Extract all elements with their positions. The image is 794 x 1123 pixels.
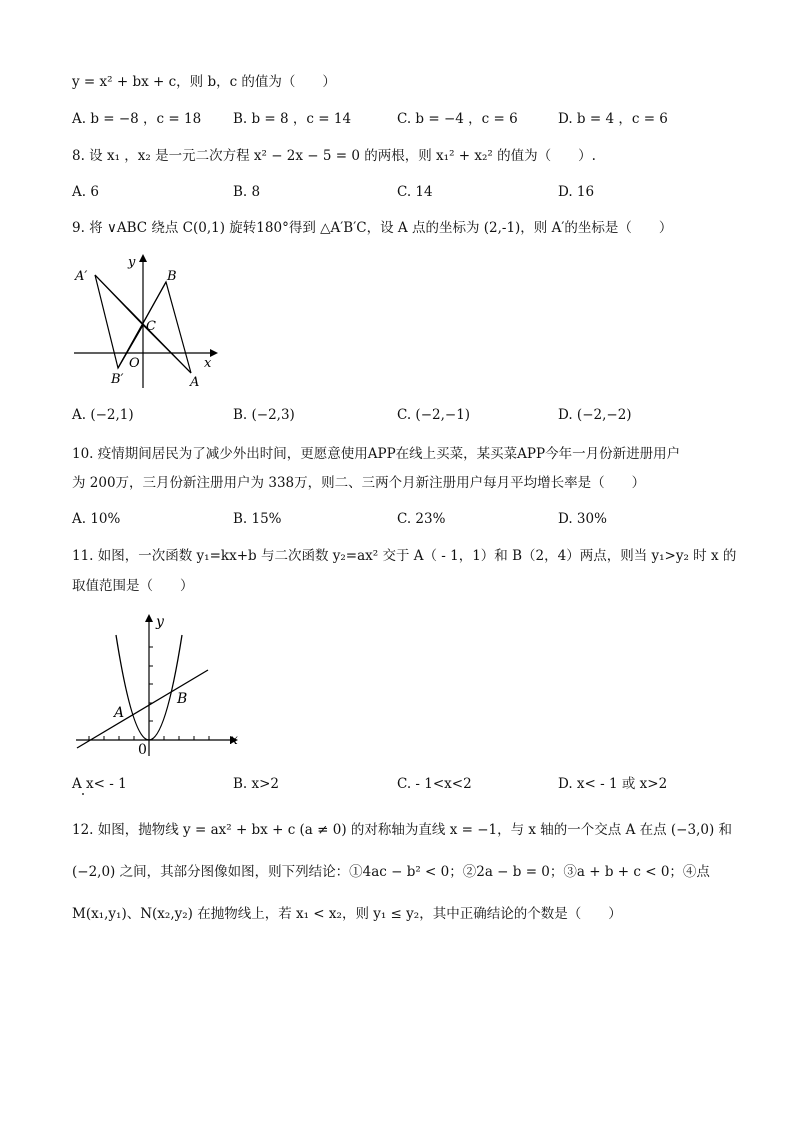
q9-triangle-a1b1c [95,275,143,368]
q8-option-d: D. 16 [558,184,595,200]
q7-stem: y = x² + bx + c，则 b，c 的值为（ ） [72,74,336,90]
q9-label-o: O [129,356,140,371]
q9-label-x: x [204,356,212,371]
q11-option-a: A x< - 1 [72,776,127,792]
q10-option-d: D. 30% [558,511,607,527]
q10-stem-line2: 为 200万，三月份新注册用户为 338万，则二、三两个月新注册用户每月平均增长率是（ ） [72,475,646,491]
q11-option-c: C. - 1<x<2 [397,776,472,792]
q11-function-figure [72,610,252,760]
q9-label-b1: B′ [111,372,124,387]
q9-segment-cb [118,282,166,368]
q9-label-y: y [128,255,136,270]
q7-option-b: B. b = 8 ，c = 14 [233,111,352,127]
q10-option-b: B. 15% [233,511,282,527]
q8-option-a: A. 6 [72,184,99,200]
q9-rotation-figure [70,250,220,390]
q9-option-b: B. (−2,3) [233,407,295,423]
q9-option-a: A. (−2,1) [72,407,134,423]
q11-option-b: B. x>2 [233,776,280,792]
q11-label-y: y [156,614,164,630]
q9-label-a: A [190,375,200,390]
q11-label-origin: 0 [138,742,147,758]
stray-dot [82,793,84,795]
q9-label-b: B [167,269,177,284]
q11-label-x: x [230,732,238,748]
q12-line3: M(x₁,y₁)、N(x₂,y₂) 在抛物线上，若 x₁ < x₂，则 y₁ ≤ y₂，其中正确结论的个数是（ ） [72,906,622,922]
q9-option-c: C. (−2,−1) [397,407,471,423]
q10-option-c: C. 23% [397,511,446,527]
q9-y-arrow [139,254,147,262]
q11-label-a: A [114,705,125,721]
q7-option-a: A. b = −8 ，c = 18 [72,111,202,127]
q11-label-b: B [177,691,188,707]
q9-label-c: C [146,319,156,334]
q9-label-a1: A′ [75,269,88,284]
q8-option-b: B. 8 [233,184,261,200]
q11-stem-line2: 取值范围是（ ） [72,578,194,594]
q8-stem: 8. 设 x₁ ，x₂ 是一元二次方程 x² − 2x − 5 = 0 的两根，则 x₁² + x₂² 的值为（ ）. [72,148,596,164]
q11-y-ticks [149,647,153,721]
q11-stem-line1: 11. 如图，一次函数 y₁=kx+b 与二次函数 y₂=ax² 交于 A（ - 1，1）和 B（2，4）两点，则当 y₁>y₂ 时 x 的 [72,548,737,564]
q7-option-c: C. b = −4 ，c = 6 [397,111,518,127]
q12-line2: (−2,0) 之间，其部分图像如图，则下列结论：①4ac − b² < 0；②2a − b = 0；③a + b + c < 0；④点 [72,864,710,880]
q12-line1: 12. 如图，抛物线 y = ax² + bx + c (a ≠ 0) 的对称轴为直线 x = −1，与 x 轴的一个交点 A 在点 (−3,0) 和 [72,822,733,838]
q9-option-d: D. (−2,−2) [558,407,632,423]
q7-option-d: D. b = 4 ，c = 6 [558,111,668,127]
q10-stem-line1: 10. 疫情期间居民为了减少外出时间，更愿意使用APP在线上买菜，某买菜APP今年一月份新进册用户 [72,446,681,462]
q11-option-d: D. x< - 1 或 x>2 [558,776,668,792]
q9-stem: 9. 将 ∨ABC 绕点 C(0,1) 旋转180°得到 △A′B′C，设 A 点的坐标为 (2,-1)，则 A′的坐标是（ ） [72,220,673,236]
q8-option-c: C. 14 [397,184,433,200]
q11-y-arrow [145,614,153,622]
q10-option-a: A. 10% [72,511,121,527]
